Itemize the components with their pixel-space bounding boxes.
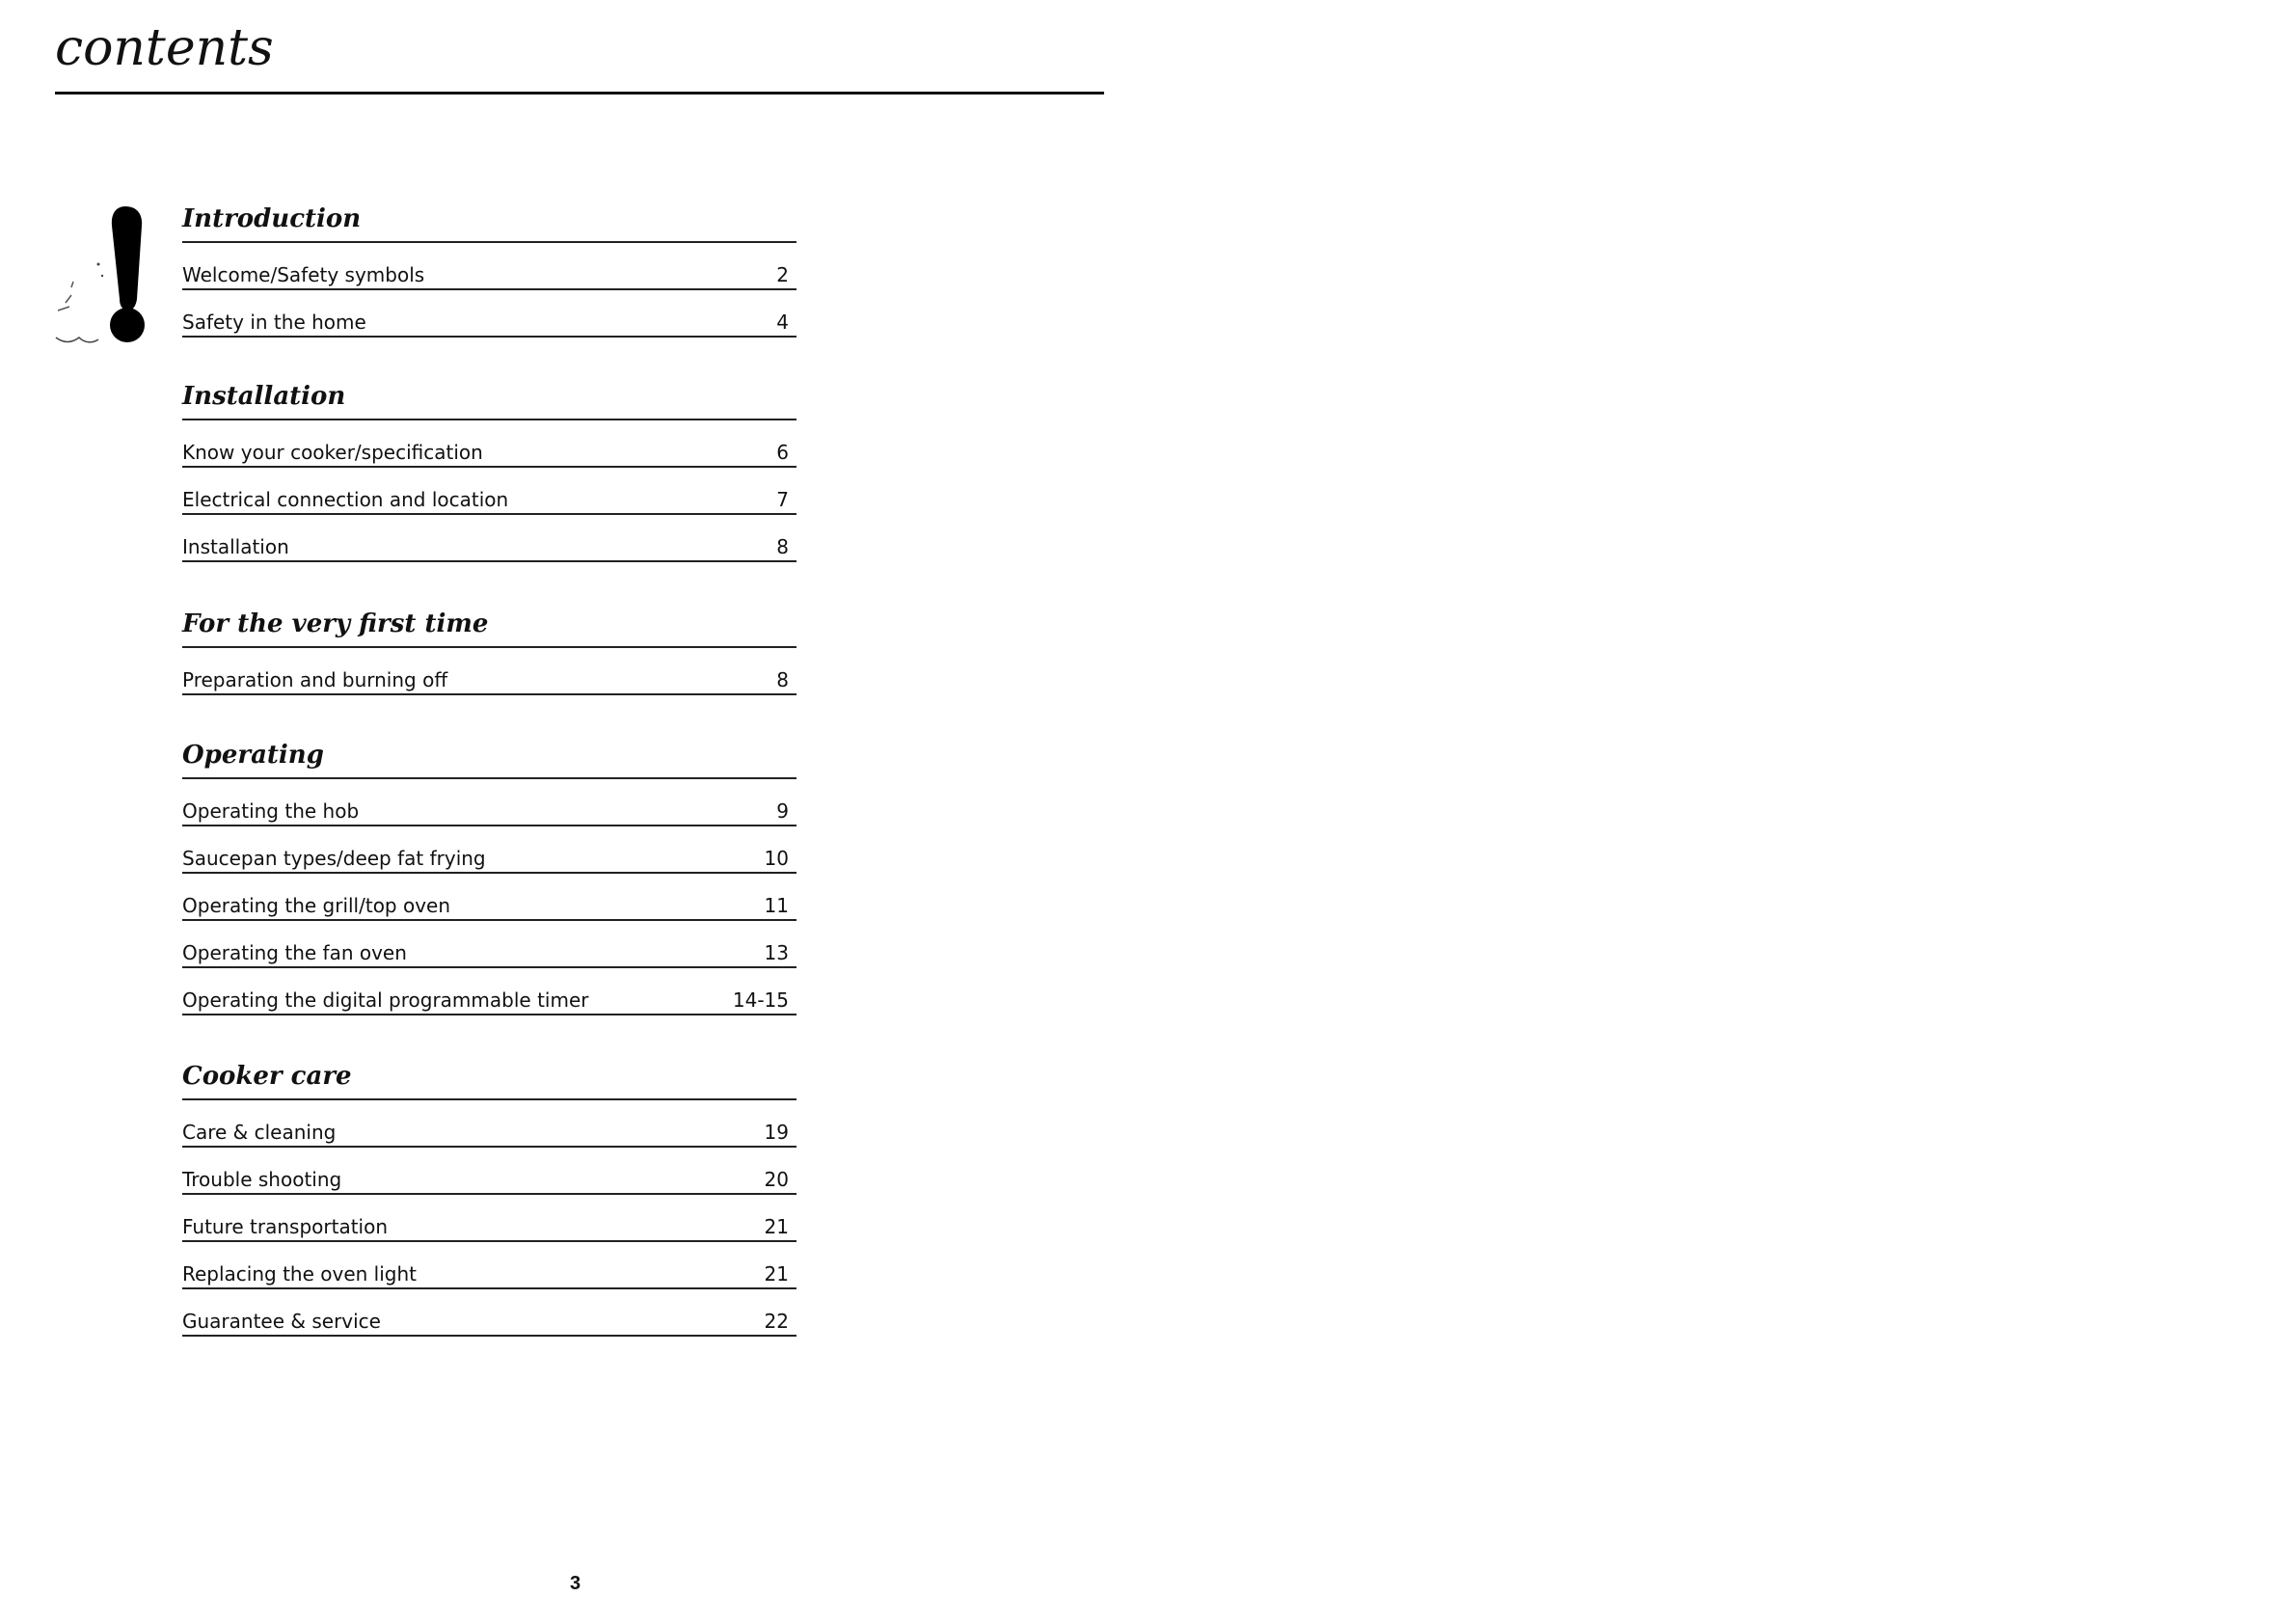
- toc-section-operating: [182, 740, 796, 1015]
- toc-entry-label: Care & cleaning: [182, 1121, 337, 1144]
- toc-entry-page: 13: [764, 941, 789, 964]
- toc-entry-page: 10: [764, 847, 789, 870]
- toc-section-introduction: [182, 203, 796, 338]
- toc-entry-page: 4: [776, 311, 789, 334]
- toc-entry[interactable]: [182, 779, 796, 826]
- toc-entry-page: 7: [776, 488, 789, 511]
- toc-entry-label: Operating the digital programmable timer: [182, 988, 589, 1012]
- toc-entry-page: 22: [764, 1310, 789, 1333]
- toc-entry-label: Replacing the oven light: [182, 1262, 418, 1286]
- section-heading: For the very first time: [182, 609, 796, 648]
- toc-entry-label: Preparation and burning off: [182, 668, 448, 691]
- section-heading: Introduction: [182, 203, 796, 243]
- toc-entry-label: Electrical connection and location: [182, 488, 509, 511]
- toc-entry-page: 9: [776, 799, 789, 823]
- toc-entry[interactable]: [182, 290, 796, 338]
- toc-entry[interactable]: [182, 1100, 796, 1148]
- toc-entry[interactable]: [182, 1195, 796, 1242]
- toc-entry[interactable]: [182, 921, 796, 968]
- toc-entry-page: 6: [776, 441, 789, 464]
- toc-entry[interactable]: [182, 874, 796, 921]
- toc-entry-page: 14-15: [732, 988, 789, 1012]
- toc-entry-label: Trouble shooting: [182, 1168, 342, 1191]
- toc-entry-page: 11: [764, 894, 789, 917]
- toc-section-cooker-care: [182, 1061, 796, 1337]
- toc-entry-page: 8: [776, 668, 789, 691]
- page-number: 3: [570, 1573, 581, 1594]
- section-heading: Installation: [182, 381, 796, 420]
- toc-entry-page: 8: [776, 535, 789, 558]
- toc-entry-label: Operating the hob: [182, 799, 360, 823]
- toc-entry-page: 2: [776, 263, 789, 286]
- toc-entry-label: Know your cooker/specification: [182, 441, 483, 464]
- toc-entry-page: 21: [764, 1262, 789, 1286]
- toc-section-installation: [182, 381, 796, 562]
- section-heading: Cooker care: [182, 1061, 796, 1100]
- toc-entry[interactable]: [182, 515, 796, 562]
- toc-entry-label: Welcome/Safety symbols: [182, 263, 425, 286]
- toc-entry[interactable]: [182, 468, 796, 515]
- toc-entry-page: 20: [764, 1168, 789, 1191]
- toc-entry-label: Saucepan types/deep fat frying: [182, 847, 486, 870]
- toc-entry-label: Safety in the home: [182, 311, 366, 334]
- toc-entry[interactable]: [182, 826, 796, 874]
- toc-section-first-time: [182, 609, 796, 695]
- toc-entry-page: 19: [764, 1121, 789, 1144]
- toc-entry[interactable]: [182, 1289, 796, 1337]
- toc-entry-page: 21: [764, 1215, 789, 1238]
- toc-entry-label: Guarantee & service: [182, 1310, 381, 1333]
- toc-entry-label: Operating the grill/top oven: [182, 894, 451, 917]
- toc-entry-label: Operating the fan oven: [182, 941, 407, 964]
- toc-entry-label: Future transportation: [182, 1215, 389, 1238]
- title-rule: [55, 92, 1104, 95]
- toc-entry[interactable]: [182, 968, 796, 1015]
- page-title: contents: [55, 19, 274, 77]
- toc-entry[interactable]: [182, 243, 796, 290]
- section-heading: Operating: [182, 740, 796, 779]
- exclamation-warning-icon: [48, 203, 164, 347]
- toc-entry[interactable]: [182, 648, 796, 695]
- toc-entry-label: Installation: [182, 535, 289, 558]
- toc-entry[interactable]: [182, 420, 796, 468]
- toc-entry[interactable]: [182, 1242, 796, 1289]
- toc-entry[interactable]: [182, 1148, 796, 1195]
